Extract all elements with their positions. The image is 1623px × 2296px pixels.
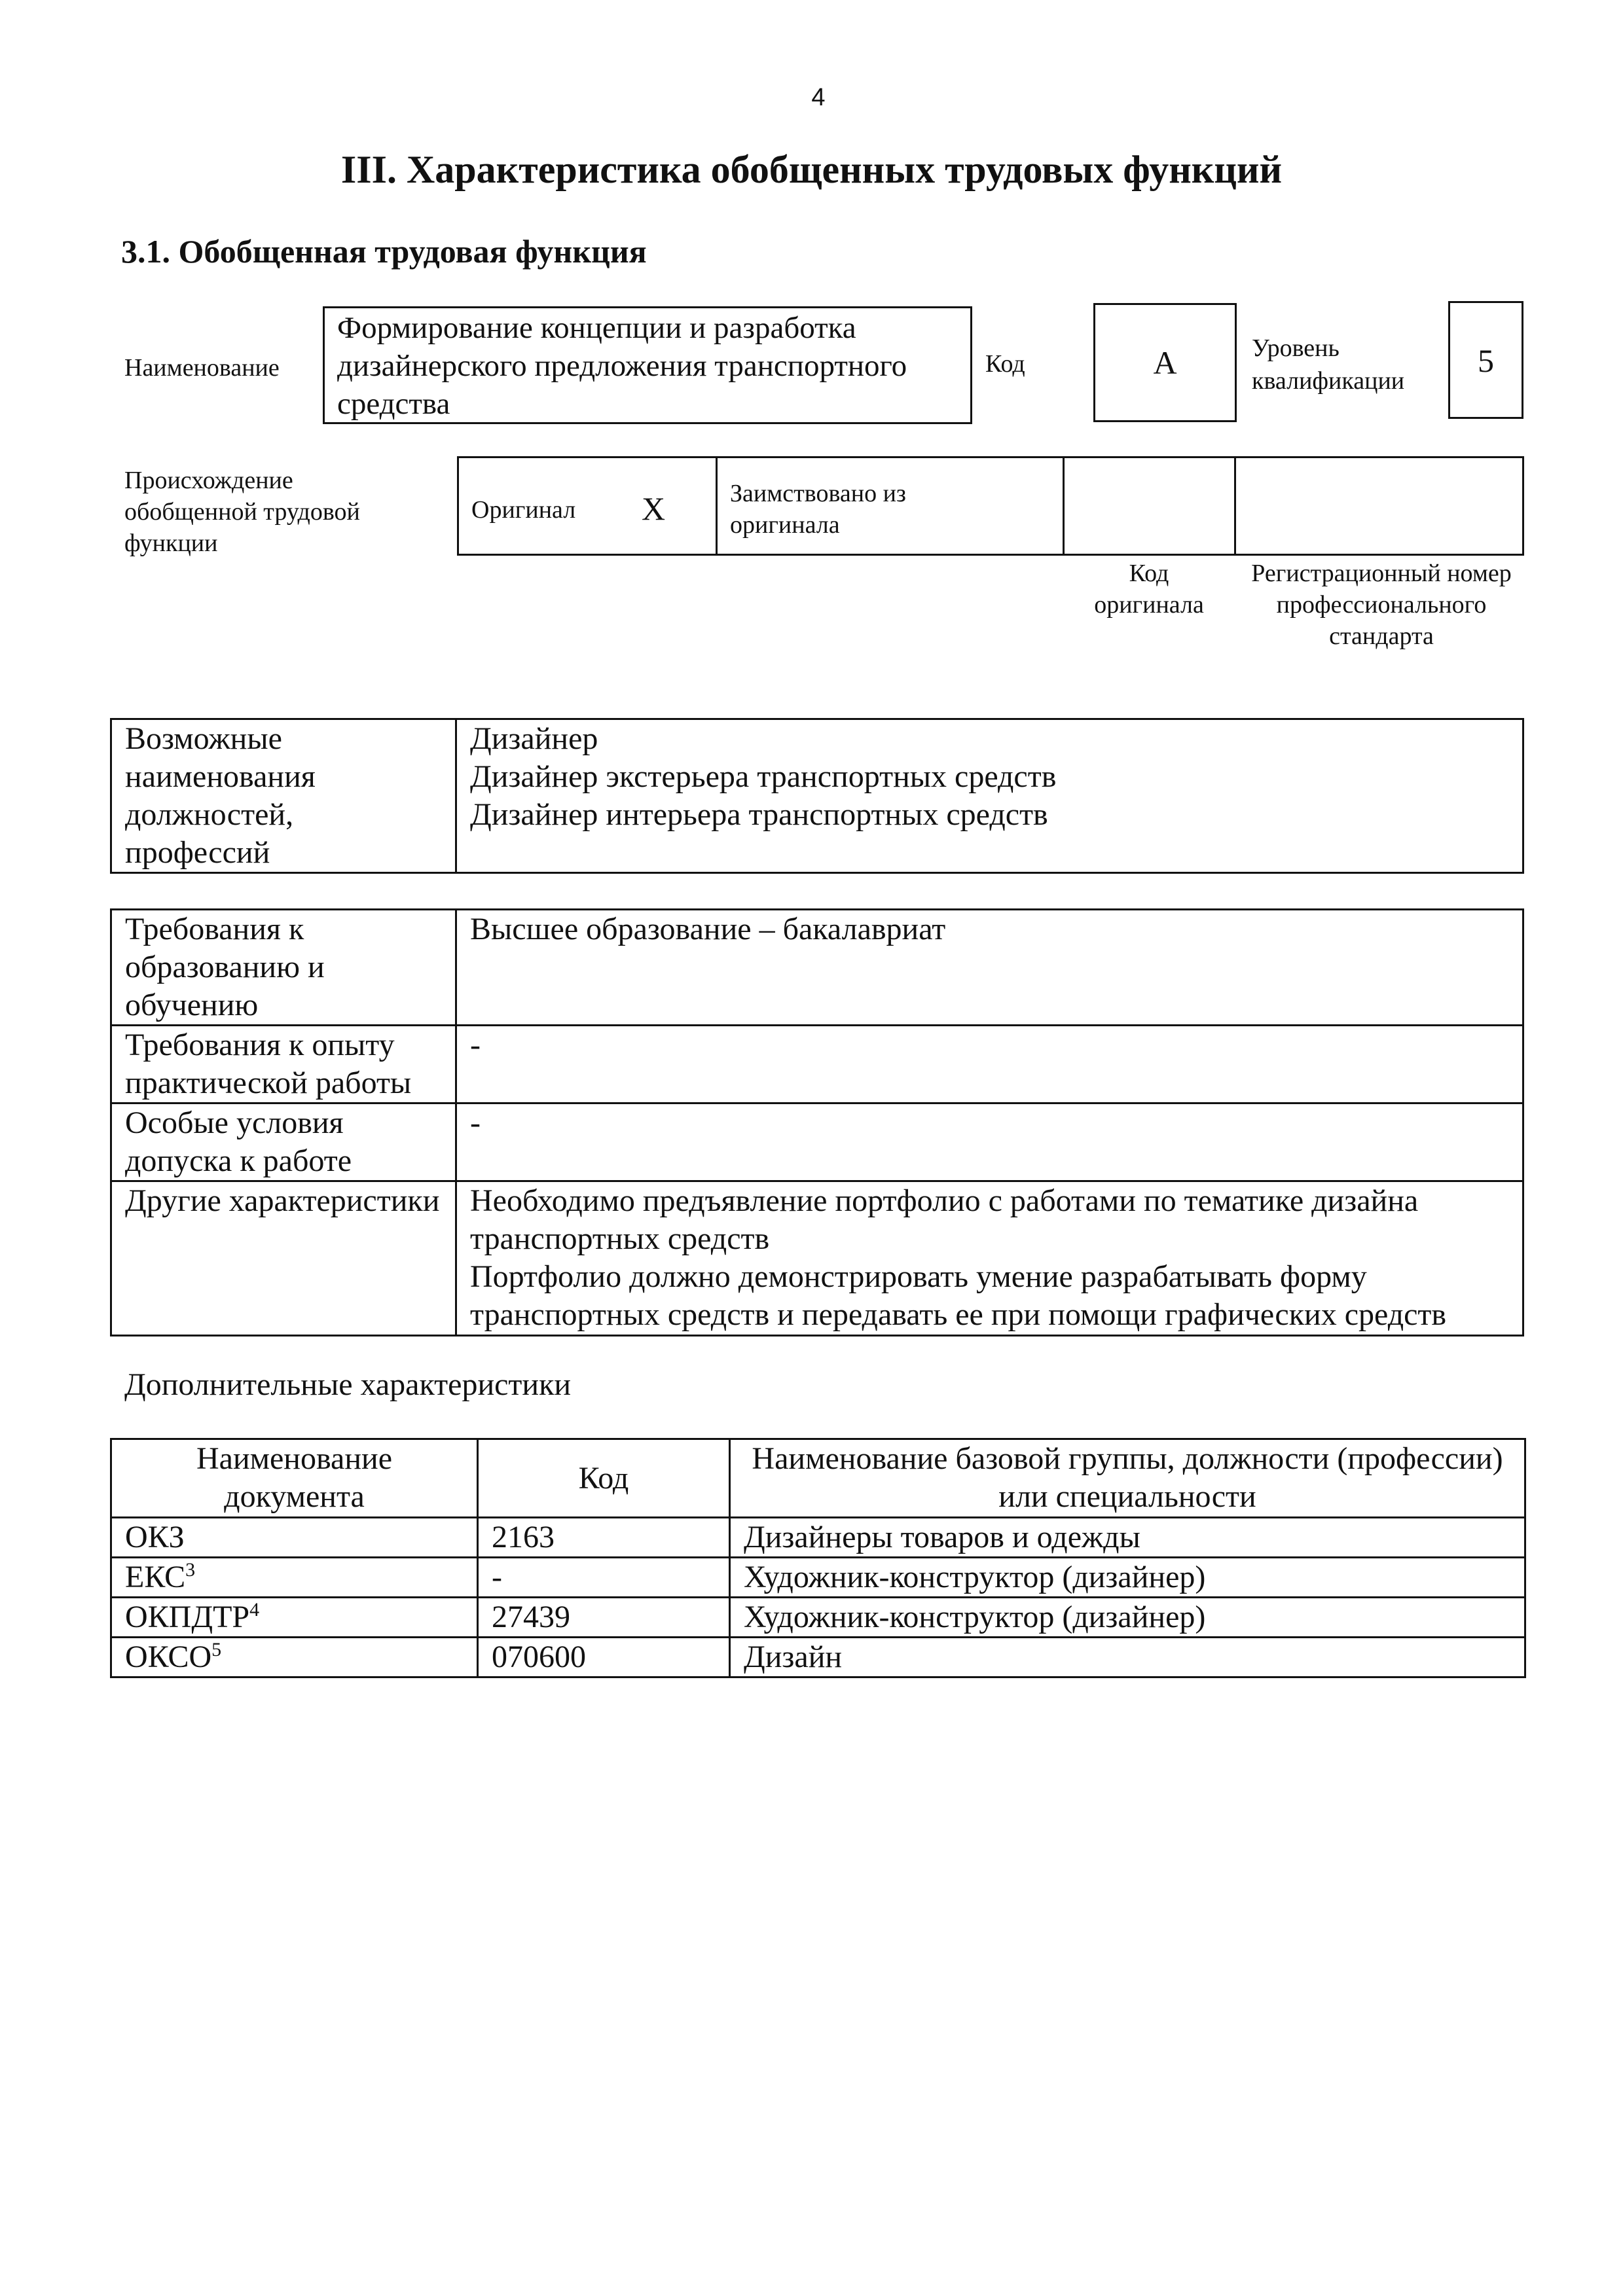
table-row (111, 1558, 1525, 1598)
doc-name: ОКЗ (125, 1520, 185, 1554)
table-row (111, 1638, 1525, 1677)
position-item: Дизайнер (470, 721, 598, 756)
footnote-ref: 5 (211, 1639, 222, 1660)
doc-name: ОКСО (125, 1640, 212, 1674)
doc-cell (111, 1518, 478, 1558)
doc-name: ЕКС (125, 1560, 186, 1594)
requirement-value: - (456, 1103, 1523, 1181)
section-title: III. Характеристика обобщенных трудовых функций (340, 148, 1283, 191)
doc-cell (111, 1598, 478, 1638)
origin-divider-1 (716, 456, 718, 556)
additional-title: Дополнительные характеристики (124, 1367, 572, 1402)
positions-label: Возможные наименования должностей, профессий (111, 719, 456, 873)
requirement-label: Другие характеристики (111, 1181, 456, 1336)
header-name: Наименование базовой группы, должности (профессии) или специальности (730, 1439, 1525, 1518)
code-original-caption: Код оригинала (1094, 560, 1204, 619)
origin-label: Происхождение обобщенной трудовой функции (124, 467, 360, 557)
positions-values (456, 719, 1523, 873)
code-cell: - (478, 1558, 730, 1598)
name-cell: Художник-конструктор (дизайнер) (730, 1598, 1525, 1638)
position-item: Дизайнер интерьера транспортных средств (470, 797, 1048, 832)
origin-divider-3 (1234, 456, 1236, 556)
requirements-table (110, 908, 1524, 1336)
footnote-ref: 4 (249, 1599, 260, 1621)
requirement-label: Требования к образованию и обучению (111, 910, 456, 1026)
doc-cell (111, 1558, 478, 1598)
doc-name: ОКПДТР (125, 1600, 250, 1634)
name-cell: Дизайнеры товаров и одежды (730, 1518, 1525, 1558)
name-value: Формирование концепции и разработка дизайнерского предложения транспортного средства (337, 311, 907, 421)
level-label: Уровень квалификации (1252, 334, 1405, 395)
position-item: Дизайнер экстерьера транспортных средств (470, 759, 1057, 794)
requirement-value: Необходимо предъявление портфолио с работами по тематике дизайна транспортных средств Портфолио должно демонстрировать умение разрабатывать форму транспортных средств и передавать ее при помощи графических средств (456, 1181, 1523, 1336)
subsection-title: 3.1. Обобщенная трудовая функция (121, 233, 647, 270)
code-label: Код (985, 350, 1025, 378)
code-value: A (1153, 344, 1177, 381)
requirement-label: Требования к опыту практической работы (111, 1026, 456, 1103)
header-code: Код (478, 1439, 730, 1518)
name-cell: Художник-конструктор (дизайнер) (730, 1558, 1525, 1598)
code-cell: 2163 (478, 1518, 730, 1558)
footnote-ref: 3 (185, 1559, 196, 1581)
original-label: Оригинал (471, 496, 576, 524)
name-cell: Дизайн (730, 1638, 1525, 1677)
table-row (111, 1518, 1525, 1558)
doc-cell (111, 1638, 478, 1677)
name-label: Наименование (124, 354, 280, 382)
origin-divider-2 (1063, 456, 1065, 556)
code-cell: 070600 (478, 1638, 730, 1677)
positions-table (110, 718, 1524, 874)
reg-number-caption: Регистрационный номер профессионального стандарта (1251, 560, 1512, 650)
requirement-value: - (456, 1026, 1523, 1103)
additional-table (110, 1438, 1526, 1678)
level-value: 5 (1478, 342, 1494, 379)
origin-table (457, 456, 1524, 556)
table-row (111, 1598, 1525, 1638)
borrowed-label: Заимствовано из оригинала (730, 480, 906, 539)
requirement-value: Высшее образование – бакалавриат (456, 910, 1523, 1026)
header-document: Наименование документа (111, 1439, 478, 1518)
code-cell: 27439 (478, 1598, 730, 1638)
original-mark: X (642, 490, 666, 527)
page-number: 4 (811, 84, 826, 111)
requirement-label: Особые условия допуска к работе (111, 1103, 456, 1181)
